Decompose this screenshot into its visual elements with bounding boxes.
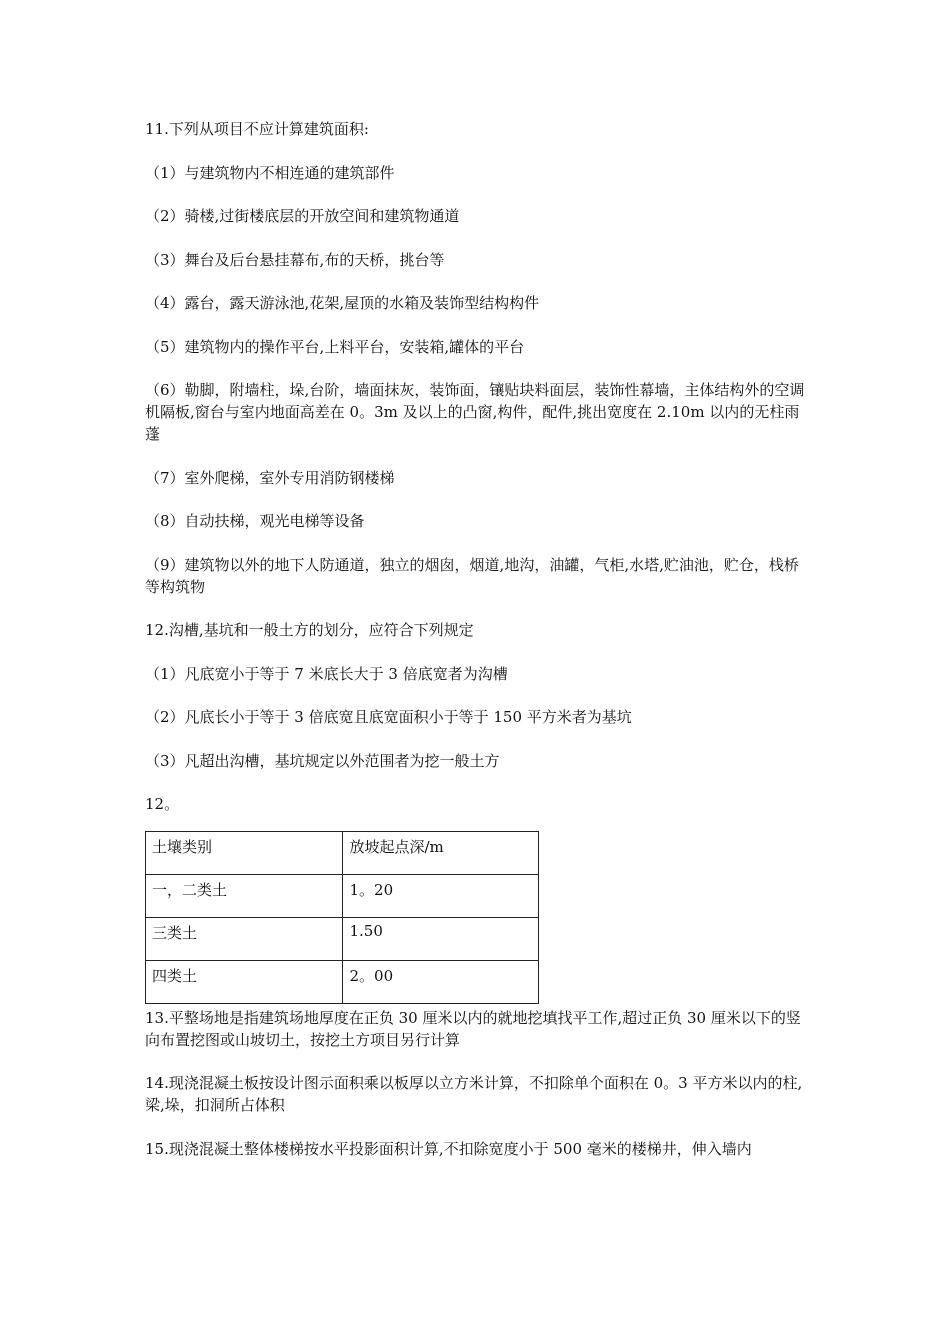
section-12-item-2: （2）凡底长小于等于 3 倍底宽且底宽面积小于等于 150 平方米者为基坑 <box>145 708 632 726</box>
table-cell: 三类土 <box>146 917 343 960</box>
section-11-heading: 11.下列从项目不应计算建筑面积: <box>145 120 369 138</box>
soil-slope-table <box>145 831 539 1004</box>
table-cell: 一，二类土 <box>146 874 343 917</box>
section-11-item-8: （8）自动扶梯，观光电梯等设备 <box>145 512 365 530</box>
section-11-item-7: （7）室外爬梯，室外专用消防钢楼梯 <box>145 468 395 487</box>
section-11-item-6: （6）勒脚，附墙柱，垛,台阶，墙面抹灰，装饰面，镶贴块料面层，装饰性幕墙，主体结构外的空调机隔板,窗台与室内地面高差在 0。3m 及以上的凸窗,构件，配件,挑出宽度在 2.10m 以内的无柱雨蓬 <box>145 381 805 443</box>
section-14-paragraph: 14.现浇混凝土板按设计图示面积乘以板厚以立方米计算，不扣除单个面积在 0。3 平方米以内的柱,梁,垛，扣洞所占体积 <box>145 1074 803 1114</box>
table-cell: 1.50 <box>343 917 539 960</box>
table-header-row <box>146 831 539 874</box>
table-cell: 1。20 <box>343 874 539 917</box>
section-11-item-9: （9）建筑物以外的地下人防通道，独立的烟囱，烟道,地沟，油罐，气柜,水塔,贮油池，贮仓，栈桥等构筑物 <box>145 555 799 596</box>
section-13-paragraph: 13.平整场地是指建筑场地厚度在正负 30 厘米以内的就地挖填找平工作,超过正负 30 厘米以下的竖向布置挖图或山坡切土，按挖土方项目另行计算 <box>145 1008 801 1049</box>
table-cell: 四类土 <box>146 960 343 1003</box>
section-11-item-1: （1）与建筑物内不相连通的建筑部件 <box>145 163 395 182</box>
table-row <box>146 960 539 1003</box>
section-11-item-4: （4）露台，露天游泳池,花架,屋顶的水箱及装饰型结构构件 <box>145 294 540 312</box>
section-12-item-3: （3）凡超出沟槽，基坑规定以外范围者为挖一般土方 <box>145 751 500 770</box>
section-12-item-1: （1）凡底宽小于等于 7 米底长大于 3 倍底宽者为沟槽 <box>145 664 508 683</box>
table-cell: 2。00 <box>343 960 539 1003</box>
table-header-cell: 放坡起点深/m <box>343 831 539 874</box>
section-15-paragraph: 15.现浇混凝土整体楼梯按水平投影面积计算,不扣除宽度小于 500 毫米的楼梯井，伸入墙内 <box>145 1139 752 1158</box>
section-11-item-5: （5）建筑物内的操作平台,上料平台，安装箱,罐体的平台 <box>145 337 525 356</box>
section-11-item-2: （2）骑楼,过街楼底层的开放空间和建筑物通道 <box>145 207 460 225</box>
section-11-item-3: （3）舞台及后台悬挂幕布,布的天桥，挑台等 <box>145 250 445 269</box>
table-row <box>146 874 539 917</box>
table-header-cell: 土壤类别 <box>146 831 343 874</box>
table-row <box>146 917 539 960</box>
document-page <box>145 118 810 1181</box>
section-12-heading: 12.沟槽,基坑和一般土方的划分，应符合下列规定 <box>145 621 474 639</box>
table-label: 12。 <box>145 795 180 813</box>
